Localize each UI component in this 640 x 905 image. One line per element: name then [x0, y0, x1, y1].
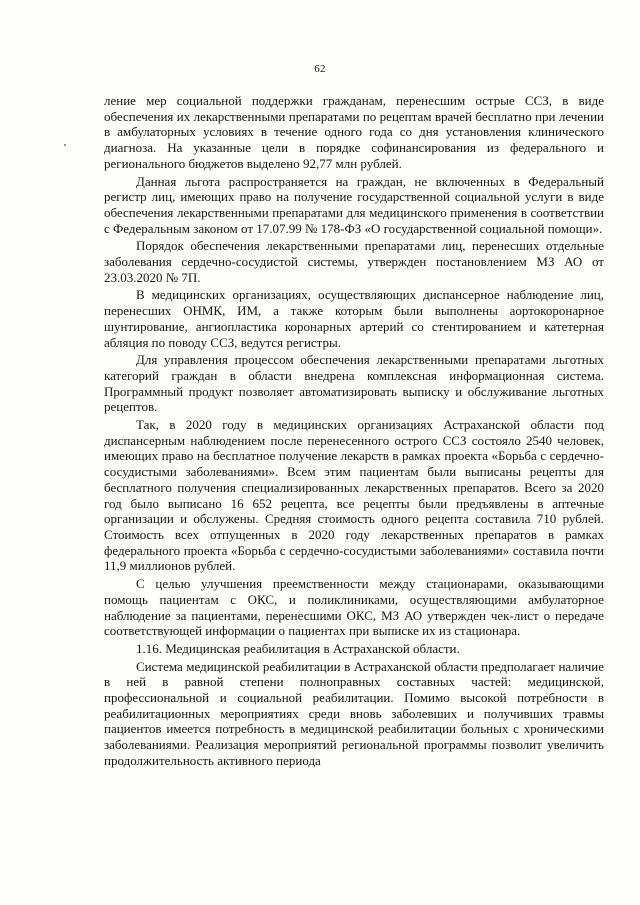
document-body [104, 93, 604, 769]
margin-mark [64, 144, 66, 146]
paragraph-benefit-scope: Данная льгота распространяется на граждан, не включенных в Федеральный регистр лиц, имеющих право на получение государственной социальной услуги в виде обеспечения лекарственными препаратами для медицинского применения в соответствии с Федеральным законом от 17.07.99 № 178-ФЗ «О государственной социальной помощи». [104, 173, 604, 236]
paragraph-procedure: Порядок обеспечения лекарственными препаратами лиц, перенесших отдельные заболевания сердечно-сосудистой системы, утвержден постановлением МЗ АО от 23.03.2020 № 7П. [104, 238, 604, 285]
paragraph-information-system: Для управления процессом обеспечения лекарственными препаратами льготных категорий граждан в области внедрена комплексная информационная система. Программный продукт позволяет автоматизировать выписку и обслуживание льготных рецептов. [104, 352, 604, 415]
paragraph-statistics-2020: Так, в 2020 году в медицинских организациях Астраханской области под диспансерным наблюдением после перенесенного острого ССЗ состояло 2540 человек, имеющих право на бесплатное получение лекарств в рамках проекта «Борьба с сердечно-сосудистыми заболеваниями». Всем этим пациентам были выписаны рецепты для бесплатного получения специализированных лекарственных препаратов. Всего за 2020 год было выписано 16 652 рецепта, все рецепты были предъявлены в аптечные организации и обслужены. Средняя стоимость одного рецепта составила 710 рублей. Стоимость всех отпущенных в 2020 году лекарственных препаратов в рамках федерального проекта «Борьба с сердечно-сосудистыми заболеваниями» составила почти 11,9 миллионов рублей. [104, 417, 604, 574]
section-heading: 1.16. Медицинская реабилитация в Астраханской области. [136, 640, 460, 656]
paragraph-continuation: ление мер социальной поддержки гражданам, перенесшим острые ССЗ, в виде обеспечения их лекарственными препаратами по рецептам врачей бесплатно при лечении в амбулаторных условиях в течение одного года со дня установления клинического диагноза. На указанные цели в порядке софинансирования из федерального и регионального бюджетов выделено 92,77 млн рублей. [104, 93, 604, 171]
paragraph-continuity: С целью улучшения преемственности между стационарами, оказывающими помощь пациентам с ОКС, и поликлиниками, осуществляющими амбулаторное наблюдение за пациентами, перенесшими ОКС, МЗ АО утвержден чек-лист о передаче соответствующей информации о пациентах при выписке их из стационара. [104, 576, 604, 639]
paragraph-rehabilitation: Система медицинской реабилитации в Астраханской области предполагает наличие в ней в равной степени полноправных составных частей: медицинской, профессиональной и социальной реабилитации. Помимо высокой потребности в реабилитационных мероприятиях среди вновь заболевших и получивших травмы пациентов имеется потребность в медицинской реабилитации больных с хроническими заболеваниями. Реализация мероприятий региональной программы позволит увеличить продолжительность активного периода [104, 658, 604, 768]
page-number: 62 [314, 63, 326, 75]
paragraph-registries: В медицинских организациях, осуществляющих диспансерное наблюдение лиц, перенесших ОНМК, ИМ, а также которым были выполнены аортокоронарное шунтирование, ангиопластика коронарных артерий со стентированием и катетерная абляция по поводу ССЗ, ведутся регистры. [104, 287, 604, 350]
